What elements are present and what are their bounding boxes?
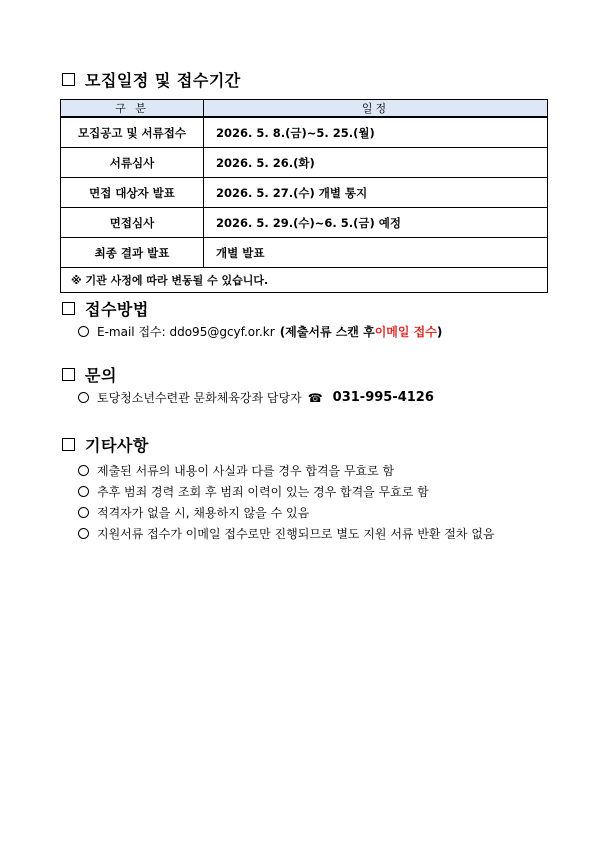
circle-bullet-icon xyxy=(78,392,89,403)
application-paren-close: ) xyxy=(436,324,443,339)
circle-bullet-icon xyxy=(78,465,89,476)
misc-item-text: 지원서류 접수가 이메일 접수로만 진행되므로 별도 지원 서류 반환 절차 없음 xyxy=(97,527,495,541)
application-line xyxy=(78,323,442,340)
schedule-table xyxy=(60,99,548,293)
list-item xyxy=(78,483,429,500)
row-value: 2026. 5. 8.(금)~5. 25.(월) xyxy=(204,117,548,148)
list-item xyxy=(78,504,309,521)
row-category: 면접 대상자 발표 xyxy=(61,178,204,208)
misc-item-text: 제출된 서류의 내용이 사실과 다를 경우 합격을 무효로 함 xyxy=(97,464,395,478)
checkbox-square-icon xyxy=(62,73,75,86)
misc-title: 기타사항 xyxy=(85,436,149,455)
application-title: 접수방법 xyxy=(85,300,149,319)
circle-bullet-icon xyxy=(78,326,89,337)
checkbox-square-icon xyxy=(62,302,75,315)
table-row xyxy=(61,208,548,238)
checkbox-square-icon xyxy=(62,438,75,451)
row-category: 서류심사 xyxy=(61,148,204,178)
schedule-title: 모집일정 및 접수기간 xyxy=(85,71,241,90)
inquiry-title: 문의 xyxy=(85,366,117,385)
table-note-row xyxy=(61,268,548,293)
schedule-note: ※ 기관 사정에 따라 변동될 수 있습니다. xyxy=(61,268,548,293)
list-item xyxy=(78,462,394,479)
circle-bullet-icon xyxy=(78,486,89,497)
row-category: 면접심사 xyxy=(61,208,204,238)
table-header-row xyxy=(61,100,548,118)
application-paren-open: (제출서류 스캔 후 xyxy=(279,325,375,339)
table-row xyxy=(61,238,548,268)
misc-item-text: 적격자가 없을 시, 채용하지 않을 수 있음 xyxy=(97,506,310,520)
section-title-schedule xyxy=(62,68,241,91)
table-row xyxy=(61,178,548,208)
section-title-application xyxy=(62,297,149,320)
section-title-inquiry xyxy=(62,363,117,386)
header-date: 일정 xyxy=(204,100,548,118)
checkbox-square-icon xyxy=(62,368,75,381)
row-category: 모집공고 및 서류접수 xyxy=(61,117,204,148)
list-item xyxy=(78,525,495,542)
application-highlight: 이메일 접수 xyxy=(374,325,437,339)
inquiry-phone: 031-995-4126 xyxy=(332,390,434,405)
table-row xyxy=(61,117,548,148)
inquiry-text: 토당청소년수련관 문화체육강좌 담당자 xyxy=(97,391,302,405)
circle-bullet-icon xyxy=(78,507,89,518)
header-category: 구 분 xyxy=(61,100,204,118)
table-row xyxy=(61,148,548,178)
inquiry-line xyxy=(78,389,434,406)
circle-bullet-icon xyxy=(78,528,89,539)
row-value: 개별 발표 xyxy=(204,238,548,268)
row-category: 최종 결과 발표 xyxy=(61,238,204,268)
section-title-misc xyxy=(62,433,149,456)
row-value: 2026. 5. 27.(수) 개별 통지 xyxy=(204,178,548,208)
row-value: 2026. 5. 29.(수)~6. 5.(금) 예정 xyxy=(204,208,548,238)
application-email-text: E-mail 접수: ddo95@gcyf.or.kr xyxy=(97,325,275,339)
telephone-icon: ☎ xyxy=(307,390,323,405)
row-value: 2026. 5. 26.(화) xyxy=(204,148,548,178)
misc-item-text: 추후 범죄 경력 조회 후 범죄 이력이 있는 경우 합격을 무효로 함 xyxy=(97,485,429,499)
